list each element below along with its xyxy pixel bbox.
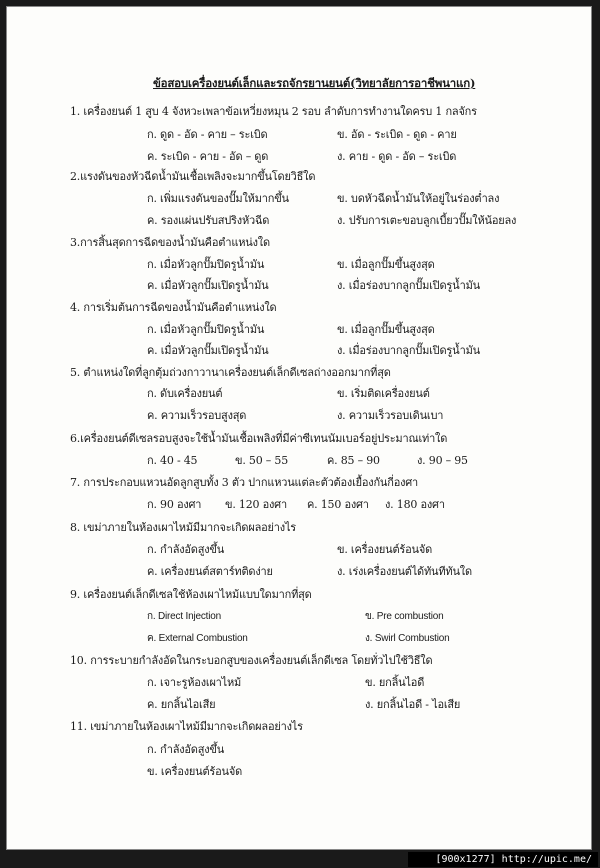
q6-option-b: ข. 50 – 55 bbox=[235, 454, 289, 467]
q3-option-b: ข. เมื่อลูกปั๊มขึ้นสูงสุด bbox=[337, 258, 435, 271]
question-7: 7. การประกอบแหวนอัดลูกสูบทั้ง 3 ตัว ปากแหวนแต่ละตัวต้องเยื้องกันกี่องศา bbox=[70, 476, 419, 489]
q3-option-c: ค. เมื่อหัวลูกปั๊มเปิดรูน้ำมัน bbox=[147, 279, 269, 292]
q4-option-c: ค. เมื่อหัวลูกปั๊มเปิดรูน้ำมัน bbox=[147, 344, 269, 357]
question-9: 9. เครื่องยนต์เล็กดีเซลใช้ห้องเผาไหม้แบบใดมากที่สุด bbox=[70, 588, 312, 601]
document-page bbox=[6, 6, 592, 850]
q4-option-a: ก. เมื่อหัวลูกปั๊มปิดรูน้ำมัน bbox=[147, 323, 265, 336]
q9-option-c: ค. External Combustion bbox=[147, 633, 248, 644]
q6-option-c: ค. 85 – 90 bbox=[327, 454, 380, 467]
q1-option-a: ก. ดูด - อัด - คาย – ระเบิด bbox=[147, 128, 268, 141]
question-6: 6.เครื่องยนต์ดีเซลรอบสูงจะใช้น้ำมันเชื้อเพลิงที่มีค่าซีเทนนัมเบอร์อยู่ประมาณเท่าใด bbox=[70, 432, 448, 445]
q10-option-a: ก. เจาะรูห้องเผาไหม้ bbox=[147, 676, 242, 689]
q5-option-b: ข. เริ่มติดเครื่องยนต์ bbox=[337, 387, 430, 400]
question-1: 1. เครื่องยนต์ 1 สูบ 4 จังหวะเพลาข้อเหวี่ยงหมุน 2 รอบ ลำดับการทำงานใดครบ 1 กลจักร bbox=[70, 105, 477, 118]
q8-option-d: ง. เร่งเครื่องยนต์ได้ทันทีทันใด bbox=[337, 565, 472, 578]
question-4: 4. การเริ่มต้นการฉีดของน้ำมันคือตำแหน่งใด bbox=[70, 301, 277, 314]
q10-option-d: ง. ยกลิ้นไอดี - ไอเสีย bbox=[365, 698, 461, 711]
q7-option-b: ข. 120 องศา bbox=[225, 498, 287, 511]
q9-option-b: ข. Pre combustion bbox=[365, 611, 444, 622]
page-title: ข้อสอบเครื่องยนต์เล็กและรถจักรยานยนต์(วิทยาลัยการอาชีพนาแก) bbox=[153, 76, 476, 90]
q8-option-c: ค. เครื่องยนต์สตาร์ทติดง่าย bbox=[147, 565, 273, 578]
q5-option-c: ค. ความเร็วรอบสูงสุด bbox=[147, 409, 247, 422]
image-host-watermark: [900x1277] http://upic.me/ bbox=[408, 852, 598, 867]
q7-option-c: ค. 150 องศา bbox=[307, 498, 369, 511]
q5-option-a: ก. ดับเครื่องยนต์ bbox=[147, 387, 223, 400]
q9-option-a: ก. Direct Injection bbox=[147, 611, 221, 622]
q3-option-a: ก. เมื่อหัวลูกปั๊มปิดรูน้ำมัน bbox=[147, 258, 265, 271]
q4-option-d: ง. เมื่อร่องบากลูกปั๊มเปิดรูน้ำมัน bbox=[337, 344, 480, 357]
q6-option-d: ง. 90 – 95 bbox=[417, 454, 468, 467]
question-11: 11. เขม่าภายในห้องเผาไหม้มีมากจะเกิดผลอย่างไร bbox=[70, 720, 303, 733]
q1-option-d: ง. คาย - ดูด - อัด – ระเบิด bbox=[337, 150, 457, 163]
question-8: 8. เขม่าภายในห้องเผาไหม้มีมากจะเกิดผลอย่างไร bbox=[70, 521, 296, 534]
q10-option-c: ค. ยกลิ้นไอเสีย bbox=[147, 698, 216, 711]
question-3: 3.การสิ้นสุดการฉีดของน้ำมันคือตำแหน่งใด bbox=[70, 236, 270, 249]
q3-option-d: ง. เมื่อร่องบากลูกปั๊มเปิดรูน้ำมัน bbox=[337, 279, 480, 292]
question-2: 2.แรงดันของหัวฉีดน้ำมันเชื้อเพลิงจะมากขึ้นโดยวิธีใด bbox=[70, 170, 316, 183]
q11-option-a: ก. กำลังอัดสูงขึ้น bbox=[147, 743, 225, 756]
q8-option-a: ก. กำลังอัดสูงขึ้น bbox=[147, 543, 225, 556]
q2-option-d: ง. ปรับการเตะขอบลูกเบี้ยวปั๊มให้น้อยลง bbox=[337, 214, 517, 227]
q2-option-a: ก. เพิ่มแรงดันของปั๊มให้มากขึ้น bbox=[147, 192, 289, 205]
question-5: 5. ตำแหน่งใดที่ลูกตุ้มถ่วงกาวานาเครื่องยนต์เล็กดีเซลถ่างออกมากที่สุด bbox=[70, 366, 391, 379]
q4-option-b: ข. เมื่อลูกปั๊มขึ้นสูงสุด bbox=[337, 323, 435, 336]
q2-option-b: ข. บดหัวฉีดน้ำมันให้อยู่ในร่องต่ำลง bbox=[337, 192, 500, 205]
q6-option-a: ก. 40 - 45 bbox=[147, 454, 198, 467]
q8-option-b: ข. เครื่องยนต์ร้อนจัด bbox=[337, 543, 433, 556]
q1-option-b: ข. อัด - ระเบิด - ดูด - คาย bbox=[337, 128, 457, 141]
q7-option-a: ก. 90 องศา bbox=[147, 498, 202, 511]
q9-option-d: ง. Swirl Combustion bbox=[365, 633, 450, 644]
q1-option-c: ค. ระเบิด - คาย - อัด – ดูด bbox=[147, 150, 269, 163]
q7-option-d: ง. 180 องศา bbox=[385, 498, 445, 511]
q5-option-d: ง. ความเร็วรอบเดินเบา bbox=[337, 409, 444, 422]
q2-option-c: ค. รองแผ่นปรับสปริงหัวฉีด bbox=[147, 214, 270, 227]
q11-option-b: ข. เครื่องยนต์ร้อนจัด bbox=[147, 765, 243, 778]
q10-option-b: ข. ยกลิ้นไอดี bbox=[365, 676, 425, 689]
question-10: 10. การระบายกำลังอัดในกระบอกสูบของเครื่องยนต์เล็กดีเซล โดยทั่วไปใช้วิธีใด bbox=[70, 654, 433, 667]
